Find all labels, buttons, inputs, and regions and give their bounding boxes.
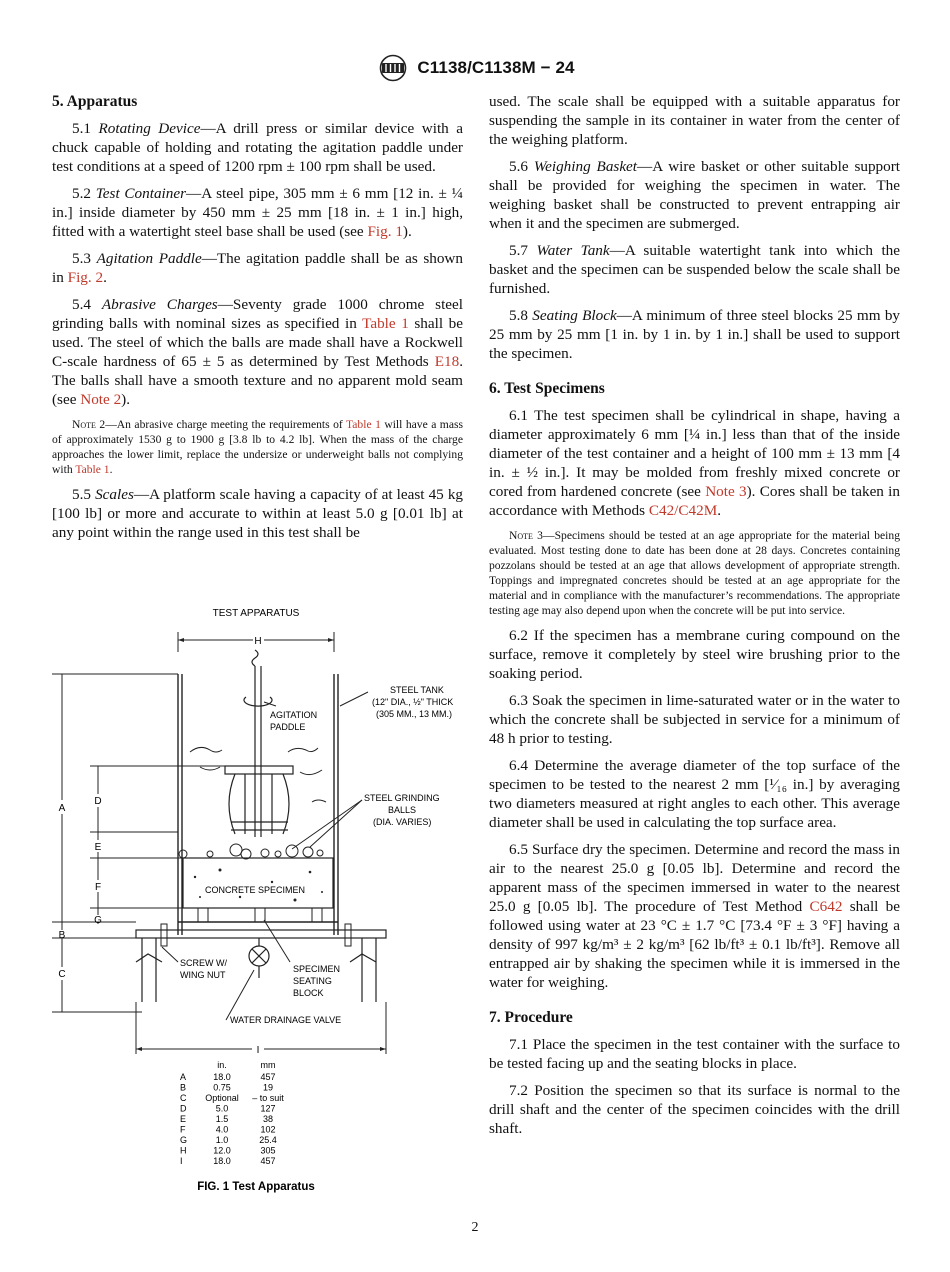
- para-6-3: 6.3 Soak the specimen in lime-saturated water or in the water to which the concrete shall be subjected in service for a minimum of 48 h prior to testing.: [489, 692, 900, 747]
- water-swirls: [190, 747, 326, 802]
- right-column: [489, 92, 900, 1146]
- label-agitation-paddle: AGITATION: [270, 710, 318, 720]
- link-e18[interactable]: E18: [434, 353, 460, 370]
- link-table-1[interactable]: Table 1: [346, 418, 381, 431]
- figure-caption: FIG. 1 Test Apparatus: [197, 1181, 315, 1193]
- para-5-8: 5.8 Seating Block—A minimum of three steel blocks 25 mm by 25 mm by 25 mm [1 in. by 1 in. by 1 in.] shall be used to support the specimen.: [489, 307, 901, 362]
- table-cell: 1.5: [215, 1114, 229, 1124]
- para-5-2: 5.2 Test Container—A steel pipe, 305 mm ± 6 mm [12 in. ± ¼ in.] inside diameter by 450 mm ± 25 mm [18 in. ± 1 in.] high, fitted with a watertight steel base shall be used (see Fig. 1).: [52, 185, 463, 240]
- table-cell: E: [180, 1114, 187, 1124]
- table-cell: A: [180, 1072, 187, 1082]
- label-steel-tank: STEEL TANK: [390, 685, 444, 695]
- dim-label-f: F: [94, 882, 102, 893]
- svg-text:SCREW W/ WING NUT: SCREW W/ WING NUT: [180, 958, 227, 980]
- link-table-1[interactable]: Table 1: [75, 463, 110, 476]
- link-c42[interactable]: C42/C42M: [648, 502, 718, 519]
- table-cell: 0.75: [213, 1082, 231, 1093]
- table-cell: 457: [260, 1072, 276, 1082]
- table-head-in: in.: [217, 1060, 227, 1070]
- table-cell: 19: [262, 1082, 274, 1093]
- table-cell: 102: [260, 1124, 276, 1135]
- table-cell: G: [180, 1135, 188, 1145]
- link-note-2[interactable]: Note 2: [80, 391, 122, 408]
- para-5-7: 5.7 Water Tank—A suitable watertight tank into which the basket and the specimen can be suspended below the scale shall be furnished.: [489, 242, 900, 297]
- agitation-paddle: [225, 650, 293, 837]
- dim-label-d: D: [94, 796, 102, 807]
- table-cell: F: [180, 1124, 186, 1135]
- table-cell: B: [180, 1082, 187, 1093]
- standard-designation: C1138/C1138M − 24: [417, 58, 575, 77]
- table-cell: 38: [262, 1114, 274, 1124]
- astm-logo: [375, 53, 411, 83]
- link-fig-2[interactable]: Fig. 2: [67, 269, 104, 286]
- link-note-3[interactable]: Note 3: [705, 483, 747, 500]
- figure-title: TEST APPARATUS: [212, 608, 300, 619]
- dim-label-e: E: [94, 842, 102, 853]
- para-5-6: 5.6 Weighing Basket—A wire basket or other suitable support shall be provided for weighing the specimen in water. The weighing basket shall be constructed to prevent entrapping air when it and the specimen are submerged.: [489, 158, 901, 232]
- table-cell: 457: [260, 1156, 276, 1166]
- para-5-5-continued: used. The scale shall be equipped with a suitable apparatus for suspending the sample in its container in water from the center of the weighing platform.: [489, 93, 900, 148]
- table-cell: 12.0: [213, 1145, 231, 1156]
- table-cell: 305: [260, 1145, 276, 1156]
- table-cell: 18.0: [213, 1072, 231, 1082]
- svg-text:AGITATION PADDLE: AGITATION PADDLE: [270, 710, 318, 732]
- para-5-4: 5.4 Abrasive Charges—Seventy grade 1000 chrome steel grinding balls with nominal sizes as specified in Table 1 shall be used. The steel of which the balls are made shall have a Rockwell C-scale hardness of 65 ± 5 as determined by Test Methods E18. The balls shall have a smooth texture and no apparent mold seam (see Note 2).: [52, 296, 464, 408]
- left-column: [52, 92, 463, 550]
- dim-label-c: C: [58, 969, 66, 980]
- concrete-specimen-label: CONCRETE SPECIMEN: [204, 885, 306, 895]
- link-c642[interactable]: C642: [809, 898, 843, 915]
- table-cell: 1.0: [215, 1135, 229, 1145]
- dimension-table: [180, 1060, 284, 1166]
- wing-nut-icon: [161, 924, 351, 946]
- dim-label-g: G: [94, 915, 102, 926]
- label-seating-block: SPECIMEN: [293, 964, 341, 974]
- table-cell: I: [180, 1156, 183, 1166]
- table-cell: 4.0: [215, 1124, 229, 1135]
- para-7-1: 7.1 Place the specimen in the test container with the surface to be tested facing up and the seating blocks in place.: [489, 1036, 900, 1072]
- para-6-2: 6.2 If the specimen has a membrane curing compound on the surface, remove it completely by steel wire brushing prior to the soaking period.: [489, 627, 900, 682]
- dim-label-a: A: [58, 803, 66, 814]
- steel-grinding-balls: [179, 844, 323, 859]
- para-5-1: 5.1 Rotating Device—A drill press or similar device with a chuck capable of holding and rotating the agitation paddle under test conditions at a speed of 1200 rpm ± 100 rpm shall be used.: [52, 120, 463, 175]
- label-screw: SCREW W/: [180, 958, 227, 968]
- table-head-mm: mm: [260, 1060, 276, 1070]
- i-dimension: [136, 1002, 386, 1054]
- dim-label-i: I: [256, 1045, 260, 1056]
- table-cell: – to suit: [252, 1093, 284, 1103]
- concrete-specimen: [183, 858, 333, 908]
- test-apparatus-diagram: [50, 602, 460, 1202]
- table-cell: 5.0: [215, 1103, 229, 1114]
- table-cell: 127: [260, 1103, 276, 1114]
- link-fig-1[interactable]: Fig. 1: [367, 223, 403, 240]
- table-cell: Optional: [205, 1093, 239, 1103]
- note-2: Note 2—An abrasive charge meeting the requirements of Table 1 will have a mass of approximately 1530 g to 1900 g [3.8 lb to 4.2 lb]. When the mass of the charge approaches the lower limit, replace the undersize or underweight balls not complying with Table 1.: [52, 418, 463, 476]
- para-5-3: 5.3 Agitation Paddle—The agitation paddle shall be as shown in Fig. 2.: [52, 250, 463, 286]
- link-table-1[interactable]: Table 1: [362, 315, 409, 332]
- svg-text:SPECIMEN SEATING: SPECIMEN SEATING BLOCK: [293, 964, 341, 998]
- dim-label-b: B: [58, 930, 66, 941]
- para-5-5: 5.5 Scales—A platform scale having a capacity of at least 45 kg [100 lb] or more and accurate to within at least 5.0 g [0.01 lb] at any point within the range used in this test shall be: [52, 486, 464, 541]
- seating-blocks: [198, 908, 322, 922]
- section-7-heading: 7. Procedure: [489, 1009, 573, 1026]
- page-header: [0, 50, 950, 86]
- table-cell: 25.4: [259, 1135, 277, 1145]
- para-6-1: 6.1 The test specimen shall be cylindrical in shape, having a diameter approximately 6 mm [¼ in.] less than that of the inside diameter of the test container and a height of 100 mm ± 13 mm [4 in. ± ½ in.]. It may be molded from freshly mixed concrete or cored from hardened concrete (see Note 3). Cores shall be taken in accordance with Methods C42/C42M.: [489, 407, 900, 519]
- note-3: Note 3—Specimens should be tested at an age appropriate for the material being evaluated. Most testing done to date has been done at 28 days. Concretes containing pozzolans should be tested at an age that allows development of appropriate strength. Toppings and impregnated concretes should be tested at an age appropriate for the material and in compliance with the manufacturer’s recommendations. The appropriate testing age may also depend upon when the concrete will be put into service.: [489, 529, 900, 617]
- page-number: 2: [471, 1220, 479, 1235]
- section-6-heading: 6. Test Specimens: [489, 380, 605, 397]
- dim-label-h: H: [254, 636, 262, 647]
- para-6-4: 6.4 Determine the average diameter of the top surface of the specimen to be tested to the nearest 2 mm [¹⁄₁₆ in.] by averaging two diameters measured at right angles to each other. This average diameter shall be used in calculating the top surface area.: [489, 757, 900, 831]
- label-steel-grinding-balls: STEEL GRINDING: [364, 793, 440, 803]
- table-cell: H: [180, 1145, 187, 1156]
- table-cell: C: [180, 1093, 187, 1103]
- para-6-5: 6.5 Surface dry the specimen. Determine and record the mass in air to the nearest 25.0 g [0.05 lb]. Determine and record the apparent mass of the specimen immersed in water to the nearest 25.0 g [0.05 lb]. The procedure of Test Method C642 shall be followed using water at 23 °C ± 1.7 °C [73.4 °F ± 3 °F] having a density of 997 kg/m³ ± 2 kg/m³ [62 lb/ft³ ± 0.1 lb/ft³]. Remove all entrapped air by shaking the specimen while it is immersed in the water for weighing.: [489, 841, 900, 991]
- table-cell: D: [180, 1103, 187, 1114]
- figure-1: [50, 602, 460, 1202]
- section-5-heading: 5. Apparatus: [52, 93, 138, 110]
- para-7-2: 7.2 Position the specimen so that its surface is normal to the drill shaft and the center of the specimen coincides with the drill shaft.: [489, 1082, 900, 1137]
- label-drainage-valve: WATER DRAINAGE VALVE: [230, 1015, 342, 1025]
- svg-text:STEEL TANK (12" DIA.,: STEEL TANK (12" DIA., ½" THICK (305 MM., 13 MM.): [372, 685, 454, 719]
- drainage-valve-icon: [249, 938, 269, 978]
- svg-text:STEEL GRINDING BALLS: STEEL GRINDING BALLS (DIA. VARIES): [364, 793, 440, 827]
- table-cell: 18.0: [213, 1156, 231, 1166]
